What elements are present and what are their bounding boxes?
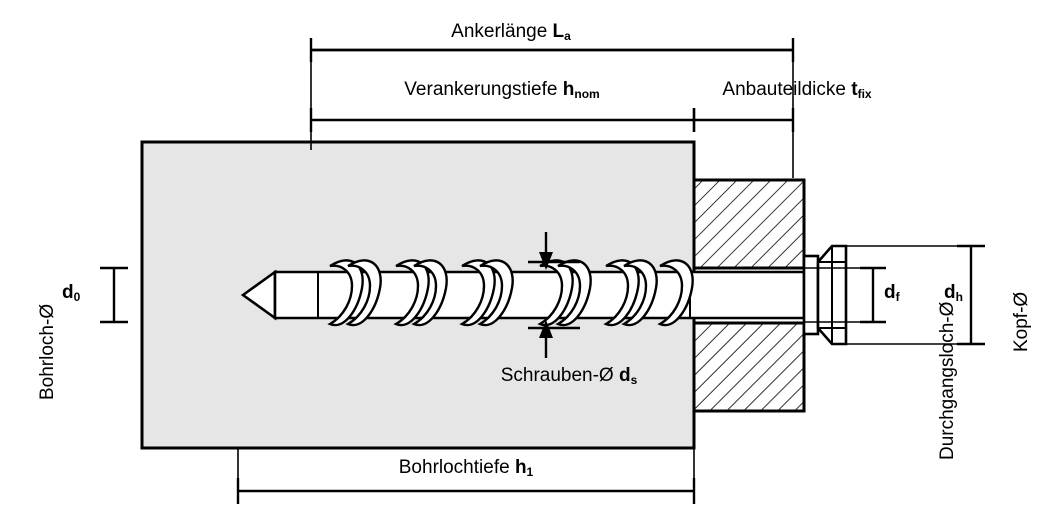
label-drill-hole-depth <box>399 458 533 478</box>
label-drill-hole-diameter-text: Bohrloch-Ø <box>37 303 58 400</box>
label-embedment-depth-text: Verankerungstiefe <box>404 79 563 100</box>
label-screw-diameter-symbol: d <box>619 365 631 386</box>
dimension-clearance-hole-diameter <box>860 268 886 322</box>
dimension-embedment-depth <box>311 108 694 132</box>
label-drill-hole-depth-symbol: h <box>514 457 527 478</box>
label-embedment-depth-sub: nom <box>574 87 600 101</box>
label-clearance-hole-diameter <box>938 302 957 460</box>
label-fixture-thickness-text: Anbauteildicke <box>722 79 852 100</box>
symbol-d0-sub: 0 <box>73 290 81 304</box>
label-fixture-thickness <box>722 80 871 100</box>
dimension-drill-hole-depth <box>238 478 694 504</box>
dimension-drill-hole-diameter <box>100 268 128 322</box>
label-screw-diameter-text: Schrauben-Ø <box>500 365 619 386</box>
dimension-fixture-thickness <box>694 108 793 132</box>
label-clearance-hole-symbol <box>884 283 900 303</box>
label-fixture-thickness-symbol: t <box>851 79 858 100</box>
label-embedment-depth <box>404 80 599 100</box>
label-screw-diameter <box>501 366 638 386</box>
screw-body <box>243 272 804 318</box>
label-anchor-length-symbol: L <box>552 21 565 42</box>
screw-head <box>804 246 846 344</box>
label-fixture-thickness-sub: fix <box>857 87 872 101</box>
label-anchor-length <box>451 22 571 42</box>
label-drill-hole-diameter <box>38 304 57 400</box>
symbol-dh-sub: h <box>955 290 963 304</box>
symbol-dh: d <box>944 282 956 303</box>
symbol-d0: d <box>62 282 74 303</box>
label-head-diameter-symbol <box>944 283 963 303</box>
label-head-diameter <box>1012 292 1031 352</box>
label-drill-hole-diameter-symbol <box>62 283 80 303</box>
label-anchor-length-text: Ankerlänge <box>451 21 553 42</box>
label-head-diameter-text: Kopf-Ø <box>1011 291 1032 352</box>
label-anchor-length-sub: a <box>564 29 571 43</box>
label-drill-hole-depth-text: Bohrlochtiefe <box>398 457 515 478</box>
dimension-head-extension <box>846 246 985 344</box>
label-screw-diameter-sub: s <box>630 373 638 387</box>
label-embedment-depth-symbol: h <box>562 79 575 100</box>
label-drill-hole-depth-sub: 1 <box>526 465 534 479</box>
symbol-df: d <box>884 282 896 303</box>
symbol-df-sub: f <box>895 290 900 304</box>
label-clearance-hole-diameter-text: Durchgangsloch-Ø <box>937 301 958 460</box>
